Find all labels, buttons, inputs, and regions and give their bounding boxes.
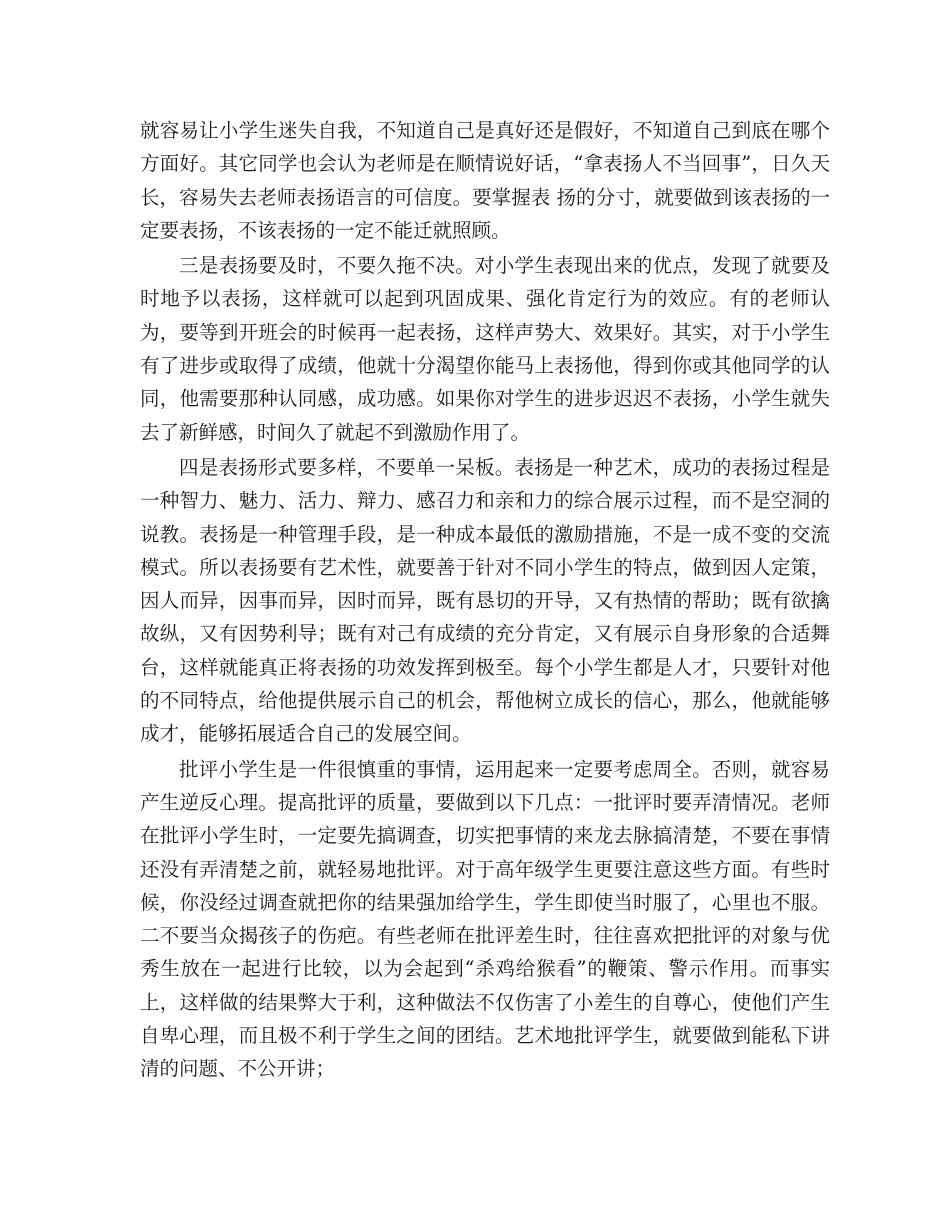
- paragraph-1: 就容易让小学生迷失自我，不知道自己是真好还是假好，不知道自己到底在哪个方面好。其它同学也会认为老师是在顺情说好话，“拿表扬人不当回事”，日久天长，容易失去老师表扬语言的可信度。要掌握表 扬的分寸，就要做到该表扬的一定要表扬，不该表扬的一定不能迁就照顾。: [140, 119, 830, 242]
- paragraph-2: 三是表扬要及时，不要久拖不决。对小学生表现出来的优点，发现了就要及时地予以表扬，这样就可以起到巩固成果、强化肯定行为的效应。有的老师认为，要等到开班会的时候再一起表扬，这样声势大、效果好。其实，对于小学生有了进步或取得了成绩，他就十分渴望你能马上表扬他，得到你或其他同学的认同，他需要那种认同感，成功感。如果你对学生的进步迟迟不表扬，小学生就失去了新鲜感，时间久了就起不到激励作用了。: [140, 254, 830, 444]
- document-body: [140, 114, 830, 1088]
- paragraph-4: 批评小学生是一件很慎重的事情，运用起来一定要考虑周全。否则，就容易产生逆反心理。提高批评的质量，要做到以下几点：一批评时要弄清情况。老师在批评小学生时，一定要先搞调查，切实把事情的来龙去脉搞清楚，不要在事情还没有弄清楚之前，就轻易地批评。对于高年级学生更要注意这些方面。有些时候，你没经过调查就把你的结果强加给学生，学生即使当时服了，心里也不服。二不要当众揭孩子的伤疤。有些老师在批评差生时，往往喜欢把批评的对象与优秀生放在一起进行比较，以为会起到“杀鸡给猴看”的鞭策、警示作用。而事实上，这样做的结果弊大于利，这种做法不仅伤害了小差生的自尊心，使他们产生自卑心理，而且极不利于学生之间的团结。艺术地批评学生，就要做到能私下讲清的问题、不公开讲；: [140, 757, 830, 1081]
- paragraph-3: 四是表扬形式要多样，不要单一呆板。表扬是一种艺术，成功的表扬过程是一种智力、魅力、活力、辩力、感召力和亲和力的综合展示过程，而不是空洞的说教。表扬是一种管理手段，是一种成本最低的激励措施，不是一成不变的交流模式。所以表扬要有艺术性，就要善于针对不同小学生的特点，做到因人定策，因人而异，因事而异，因时而异，既有恳切的开导，又有热情的帮助；既有欲擒故纵，又有因势利导；既有对己有成绩的充分肯定，又有展示自身形象的合适舞台，这样就能真正将表扬的功效发挥到极至。每个小学生都是人才，只要针对他的不同特点，给他提供展示自己的机会，帮他树立成长的信心，那么，他就能够成才，能够拓展适合自己的发展空间。: [140, 455, 830, 746]
